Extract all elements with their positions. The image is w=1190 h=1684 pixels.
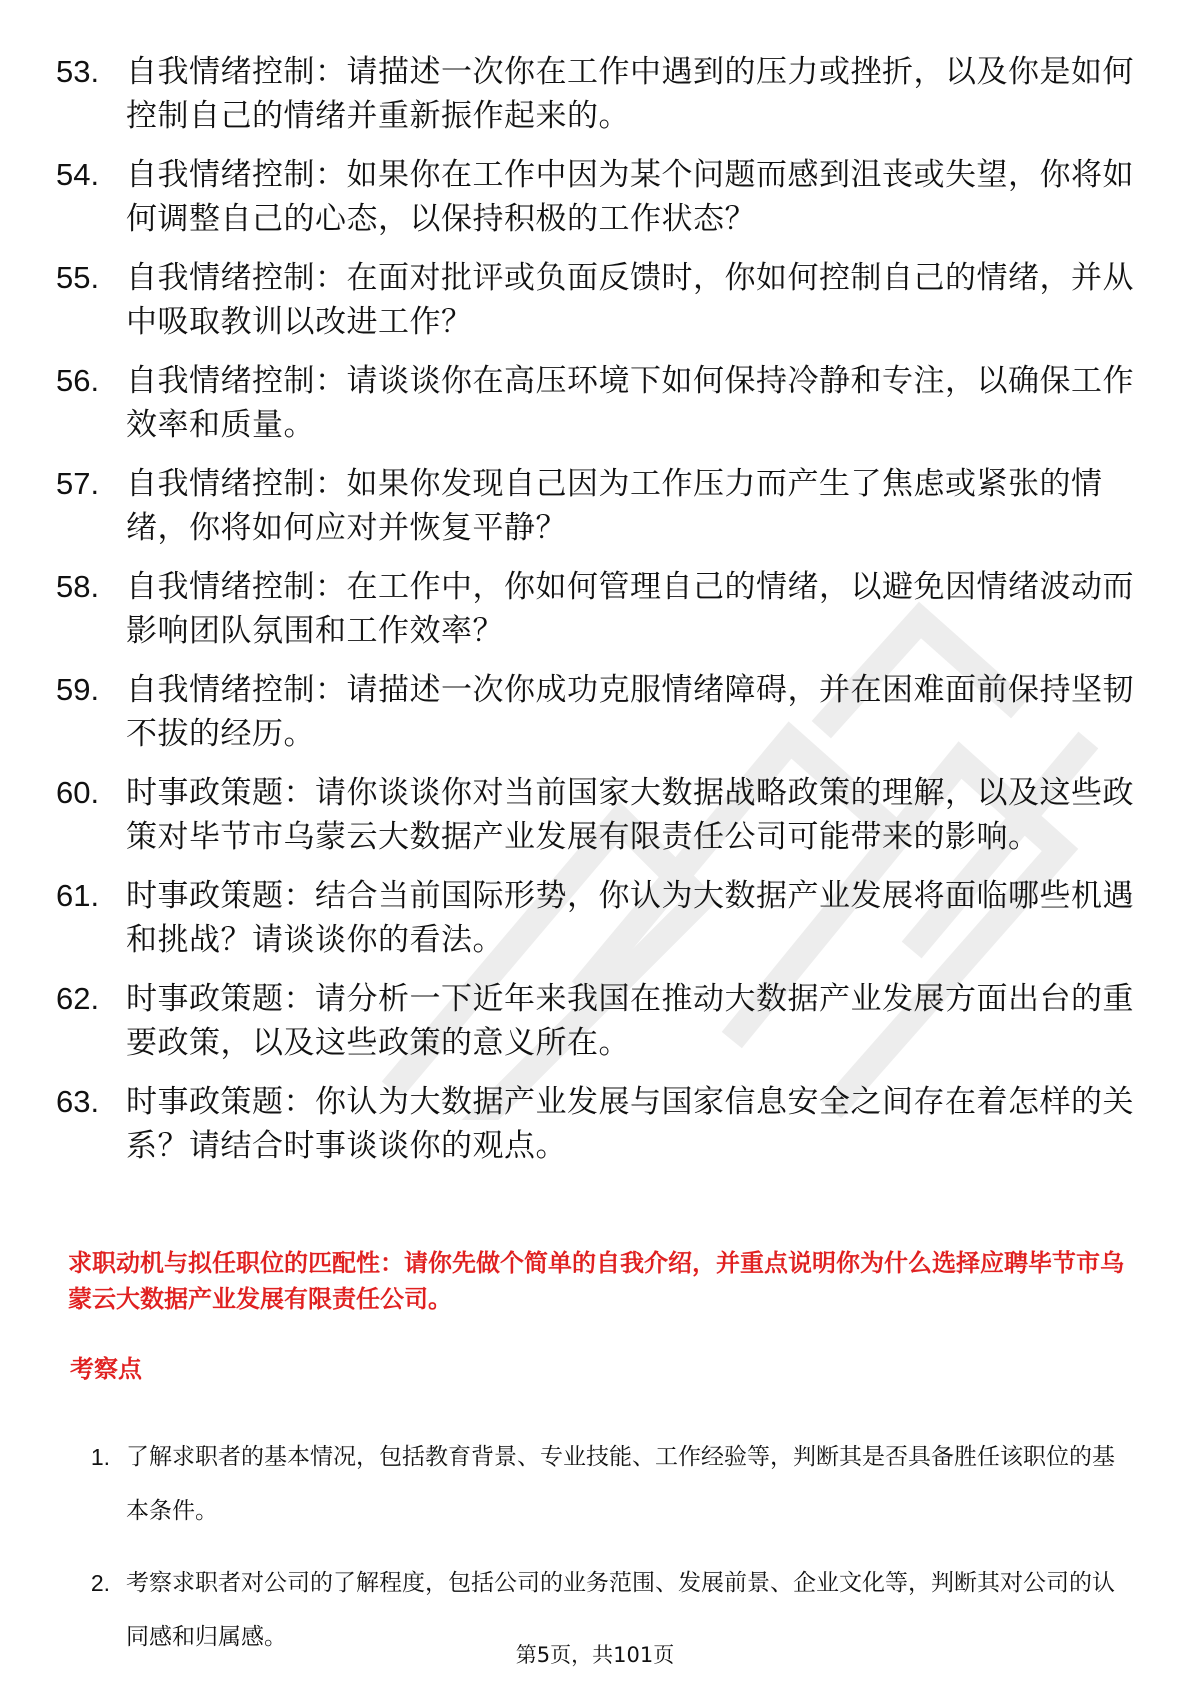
question-item-58	[56, 565, 1146, 653]
question-item-54	[56, 153, 1146, 241]
question-number: 57.	[56, 466, 100, 501]
question-text: 自我情绪控制：在面对批评或负面反馈时，你如何控制自己的情绪，并从中吸取教训以改进工作？	[126, 260, 1134, 340]
page-footer: 第5页，共101页	[515, 1643, 675, 1667]
question-text: 自我情绪控制：如果你在工作中因为某个问题而感到沮丧或失望，你将如何调整自己的心态，以保持积极的工作状态？	[126, 157, 1134, 237]
question-text: 自我情绪控制：请描述一次你在工作中遇到的压力或挫折，以及你是如何控制自己的情绪并重新振作起来的。	[126, 54, 1134, 134]
point-number: 2.	[90, 1570, 110, 1596]
question-number: 53.	[56, 54, 100, 89]
question-number: 61.	[56, 878, 100, 913]
question-item-55	[56, 256, 1146, 344]
question-item-62	[56, 977, 1146, 1065]
point-text: 了解求职者的基本情况，包括教育背景、专业技能、工作经验等，判断其是否具备胜任该职位的基本条件。	[126, 1444, 1115, 1524]
highlighted-question: 求职动机与拟任职位的匹配性：请你先做个简单的自我介绍，并重点说明你为什么选择应聘毕节市乌蒙云大数据产业发展有限责任公司。	[68, 1249, 1124, 1313]
question-text: 时事政策题：结合当前国际形势，你认为大数据产业发展将面临哪些机遇和挑战？请谈谈你的看法。	[126, 878, 1134, 958]
question-text: 自我情绪控制：如果你发现自己因为工作压力而产生了焦虑或紧张的情绪，你将如何应对并恢复平静？	[126, 466, 1103, 546]
question-number: 60.	[56, 775, 100, 810]
question-number: 59.	[56, 672, 100, 707]
question-text: 时事政策题：请分析一下近年来我国在推动大数据产业发展方面出台的重要政策，以及这些政策的意义所在。	[126, 981, 1134, 1061]
point-text: 考察求职者对公司的了解程度，包括公司的业务范围、发展前景、企业文化等，判断其对公司的认同感和归属感。	[126, 1570, 1115, 1650]
question-number: 54.	[56, 157, 100, 192]
question-list	[56, 50, 1146, 1183]
question-item-57	[56, 462, 1146, 550]
question-number: 58.	[56, 569, 100, 604]
question-item-63	[56, 1080, 1146, 1168]
question-item-60	[56, 771, 1146, 859]
question-number: 62.	[56, 981, 100, 1016]
question-text: 时事政策题：你认为大数据产业发展与国家信息安全之间存在着怎样的关系？请结合时事谈谈你的观点。	[126, 1084, 1134, 1164]
question-item-53	[56, 50, 1146, 138]
question-text: 时事政策题：请你谈谈你对当前国家大数据战略政策的理解，以及这些政策对毕节市乌蒙云大数据产业发展有限责任公司可能带来的影响。	[126, 775, 1134, 855]
question-number: 63.	[56, 1084, 100, 1119]
question-text: 自我情绪控制：请描述一次你成功克服情绪障碍，并在困难面前保持坚韧不拔的经历。	[126, 672, 1134, 752]
question-number: 56.	[56, 363, 100, 398]
question-number: 55.	[56, 260, 100, 295]
question-text: 自我情绪控制：在工作中，你如何管理自己的情绪，以避免因情绪波动而影响团队氛围和工作效率？	[126, 569, 1134, 649]
assessment-point-item	[70, 1430, 1130, 1538]
question-item-56	[56, 359, 1146, 447]
section-heading: 考察点	[70, 1355, 142, 1383]
question-text: 自我情绪控制：请谈谈你在高压环境下如何保持冷静和专注，以确保工作效率和质量。	[126, 363, 1134, 443]
question-item-59	[56, 668, 1146, 756]
question-item-61	[56, 874, 1146, 962]
point-number: 1.	[90, 1444, 110, 1470]
